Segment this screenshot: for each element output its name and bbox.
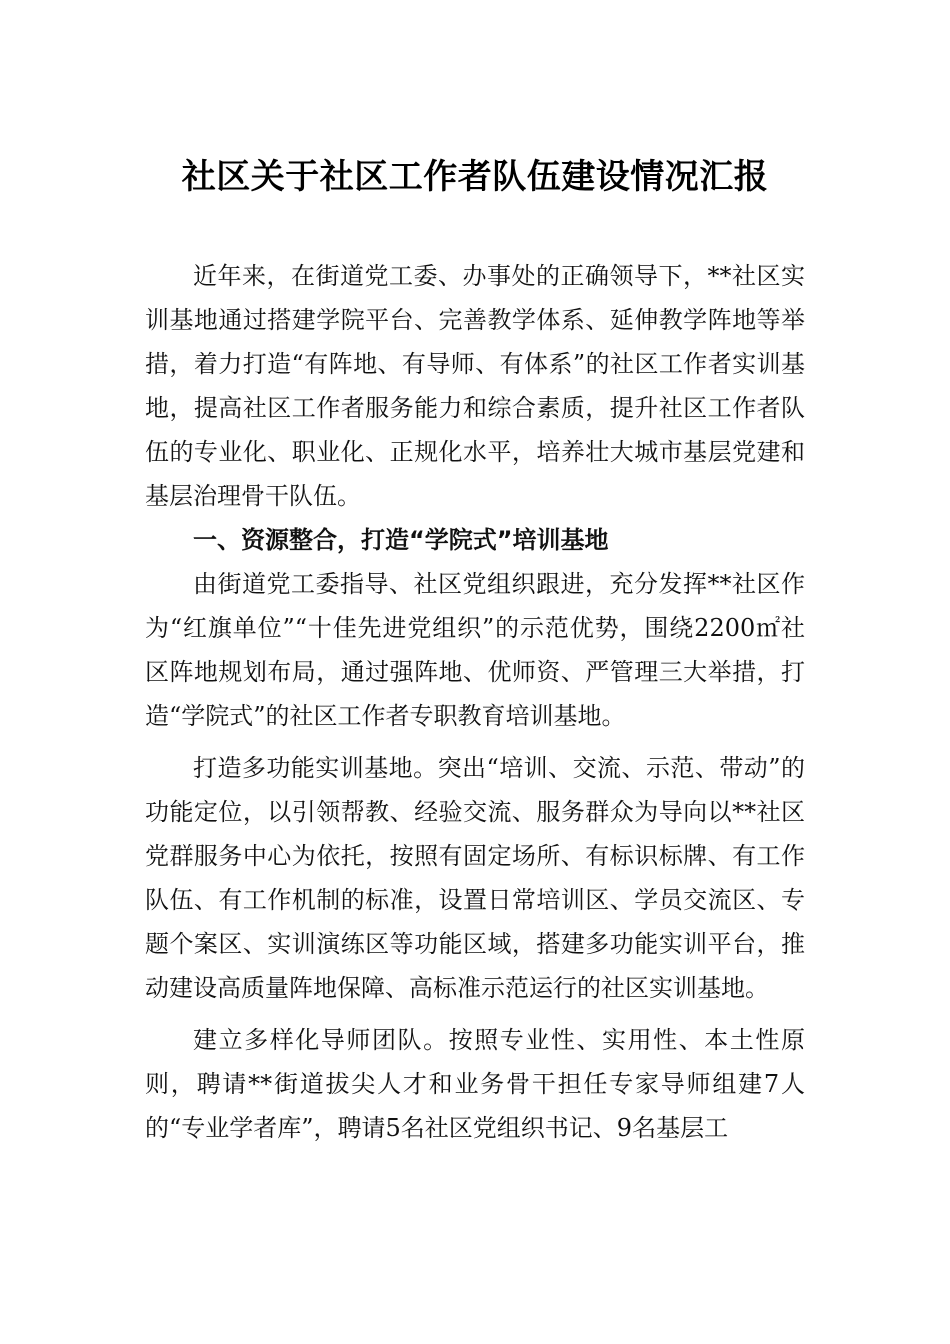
intro-paragraph: 近年来，在街道党工委、办事处的正确领导下，**社区实训基地通过搭建学院平台、完善教学体系、延伸教学阵地等举措，着力打造“有阵地、有导师、有体系”的社区工作者实训基地，提高社区工作者服务能力和综合素质，提升社区工作者队伍的专业化、职业化、正规化水平，培养壮大城市基层党建和基层治理骨干队伍。 [145, 262, 805, 510]
section-heading-1: 一、资源整合，打造“学院式”培训基地 [193, 526, 609, 554]
section1-paragraph-2: 打造多功能实训基地。突出“培训、交流、示范、带动”的功能定位，以引领帮教、经验交流、服务群众为导向以**社区党群服务中心为依托，按照有固定场所、有标识标牌、有工作队伍、有工作机制的标准，设置日常培训区、学员交流区、专题个案区、实训演练区等功能区域，搭建多功能实训平台，推动建设高质量阵地保障、高标准示范运行的社区实训基地。 [145, 754, 805, 1002]
document-body [145, 254, 805, 1150]
document-title: 社区关于社区工作者队伍建设情况汇报 [181, 157, 769, 197]
section1-paragraph-1: 由街道党工委指导、社区党组织跟进，充分发挥**社区作为“红旗单位”“十佳先进党组织”的示范优势，围绕2200㎡社区阵地规划布局，通过强阵地、优师资、严管理三大举措，打造“学院式”的社区工作者专职教育培训基地。 [145, 570, 805, 730]
section1-paragraph-3: 建立多样化导师团队。按照专业性、实用性、本土性原则，聘请**街道拔尖人才和业务骨干担任专家导师组建7人的“专业学者库”，聘请5名社区党组织书记、9名基层工 [145, 1026, 805, 1142]
